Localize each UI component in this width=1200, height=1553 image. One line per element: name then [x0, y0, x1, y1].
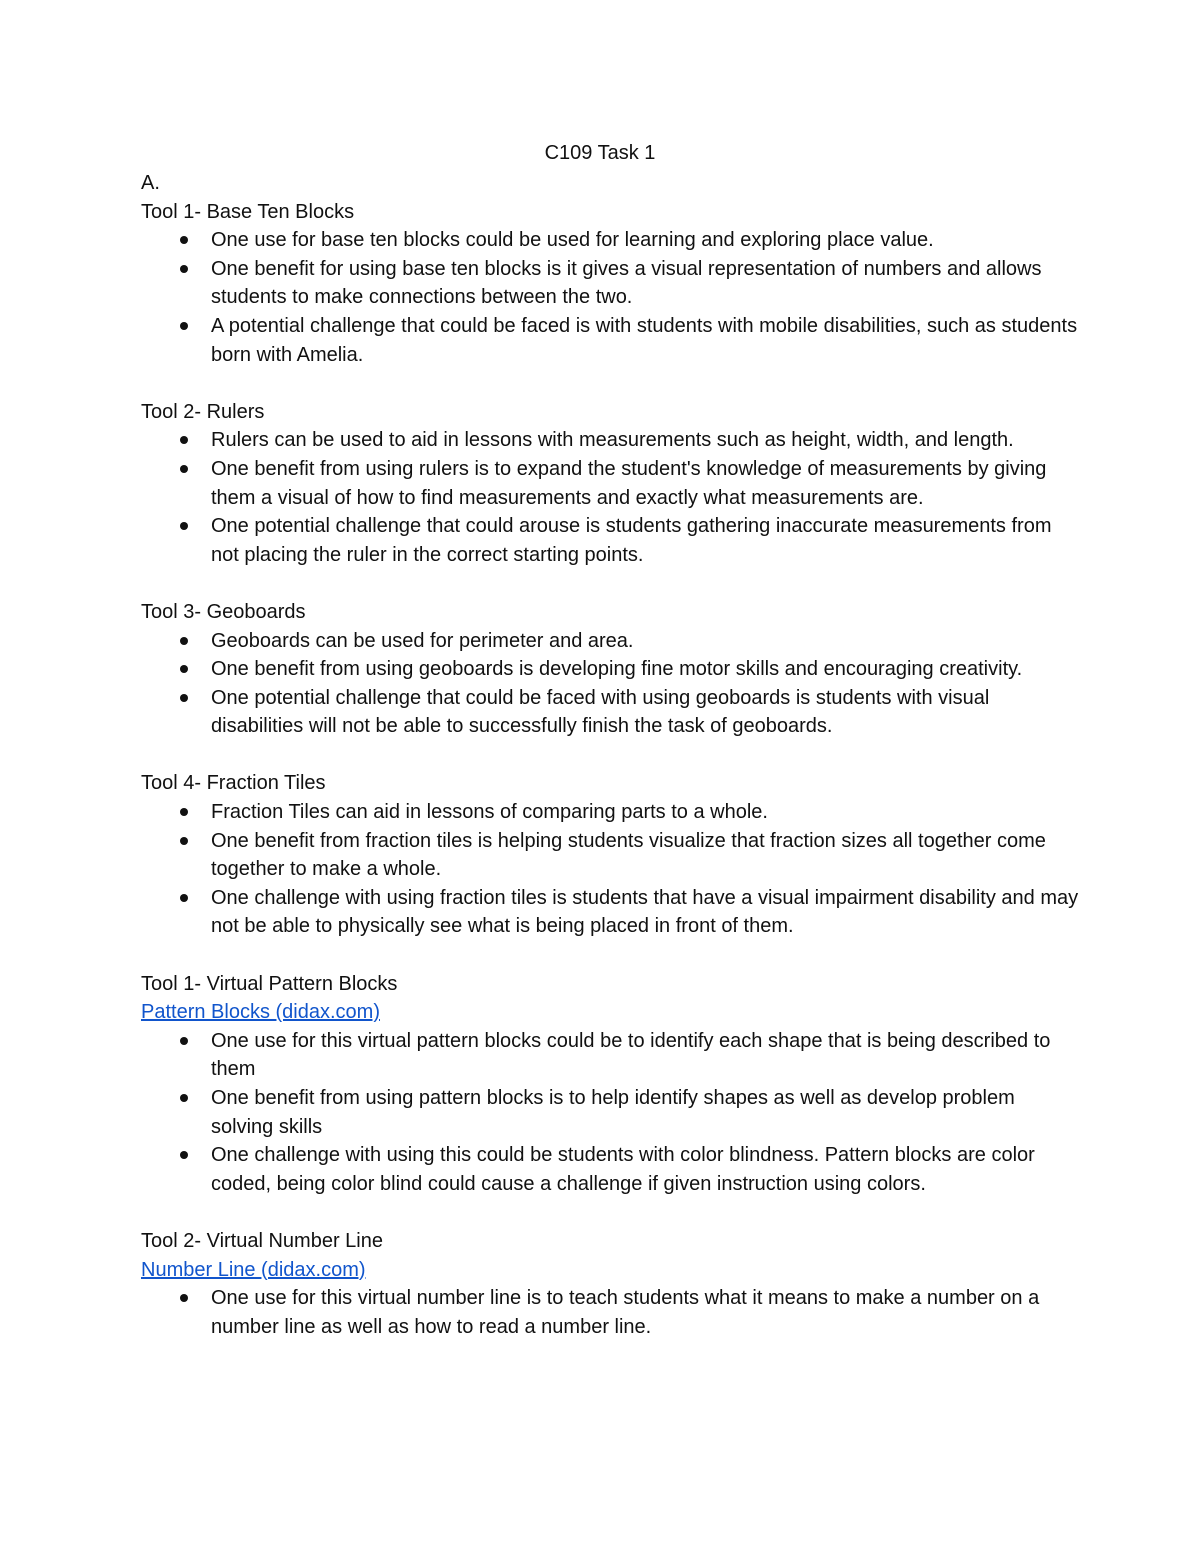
list-item	[141, 512, 1081, 569]
section-virtual-number-line	[141, 1227, 1081, 1341]
list-item-text: One challenge with using this could be students with color blindness. Pattern blocks are color coded, being color blind could cause a challenge if given instruction using colors.	[211, 1144, 1035, 1195]
list-item	[141, 1084, 1081, 1141]
bullet-icon	[180, 1294, 188, 1302]
bullet-list	[141, 226, 1081, 369]
list-item	[141, 655, 1081, 684]
section-heading: Tool 4- Fraction Tiles	[141, 772, 326, 795]
bullet-icon	[180, 1037, 188, 1045]
list-item	[141, 1141, 1081, 1198]
list-item-text: Rulers can be used to aid in lessons with measurements such as height, width, and length.	[211, 429, 1014, 452]
bullet-icon	[180, 1151, 188, 1159]
section-rulers	[141, 398, 1081, 570]
bullet-icon	[180, 522, 188, 530]
list-item-text: One benefit from fraction tiles is helping students visualize that fraction sizes all together come together to make a whole.	[211, 829, 1046, 881]
list-item-text: One benefit from using geoboards is developing fine motor skills and encouraging creativity.	[211, 658, 1023, 681]
list-item	[141, 226, 1081, 255]
bullet-icon	[180, 265, 188, 273]
bullet-icon	[180, 837, 188, 845]
bullet-icon	[180, 894, 188, 902]
bullet-icon	[180, 694, 188, 702]
list-item-text: Geoboards can be used for perimeter and area.	[211, 629, 634, 652]
list-item-text: One benefit for using base ten blocks is it gives a visual representation of numbers and allows students to make connections between the two.	[211, 257, 1042, 309]
list-item	[141, 1027, 1081, 1084]
list-item-text: One potential challenge that could be faced with using geoboards is students with visual disabilities will not be able to successfully finish the task of geoboards.	[211, 686, 990, 738]
list-item-text: One use for this virtual number line is to teach students what it means to make a number on a number line as well as how to read a number line.	[211, 1287, 1040, 1338]
list-item	[141, 312, 1081, 369]
section-heading: Tool 1- Virtual Pattern Blocks	[141, 972, 398, 995]
list-item	[141, 798, 1081, 827]
bullet-icon	[180, 1094, 188, 1102]
bullet-list	[141, 1027, 1081, 1199]
list-item	[141, 255, 1081, 312]
bullet-icon	[180, 436, 188, 444]
list-item	[141, 884, 1081, 941]
list-item-text: One benefit from using pattern blocks is to help identify shapes as well as develop problem solving skills	[211, 1087, 1015, 1138]
list-item-text: One use for base ten blocks could be used for learning and exploring place value.	[211, 229, 934, 252]
section-virtual-pattern-blocks	[141, 970, 1081, 1199]
pattern-blocks-link[interactable]: Pattern Blocks (didax.com)	[141, 1001, 380, 1024]
list-item-text: One challenge with using fraction tiles is students that have a visual impairment disability and may not be able to physically see what is being placed in front of them.	[211, 886, 1079, 938]
list-item-text: A potential challenge that could be faced is with students with mobile disabilities, such as students born with Amelia.	[211, 314, 1078, 366]
list-item	[141, 627, 1081, 656]
bullet-list	[141, 1284, 1081, 1341]
section-geoboards	[141, 598, 1081, 741]
list-item	[141, 684, 1081, 741]
list-item	[141, 827, 1081, 884]
bullet-list	[141, 798, 1081, 941]
list-item-text: One potential challenge that could arouse is students gathering inaccurate measurements from not placing the ruler in the correct starting points.	[211, 515, 1052, 566]
list-item-text: Fraction Tiles can aid in lessons of comparing parts to a whole.	[211, 801, 768, 824]
list-item	[141, 1284, 1081, 1341]
section-heading: Tool 2- Rulers	[141, 400, 265, 423]
list-item-text: One benefit from using rulers is to expand the student's knowledge of measurements by giving them a visual of how to find measurements and exactly what measurements are.	[211, 457, 1047, 509]
document-title: C109 Task 1	[544, 142, 656, 164]
bullet-icon	[180, 465, 188, 473]
list-item-text: One use for this virtual pattern blocks could be to identify each shape that is being described to them	[211, 1029, 1051, 1081]
bullet-icon	[180, 322, 188, 330]
bullet-icon	[180, 665, 188, 673]
list-item	[141, 455, 1081, 512]
document-body	[141, 169, 1081, 1341]
bullet-icon	[180, 808, 188, 816]
number-line-link[interactable]: Number Line (didax.com)	[141, 1258, 366, 1281]
bullet-icon	[180, 236, 188, 244]
section-heading: Tool 2- Virtual Number Line	[141, 1229, 383, 1252]
bullet-list	[141, 426, 1081, 569]
section-heading: Tool 3- Geoboards	[141, 600, 306, 623]
section-fraction-tiles	[141, 769, 1081, 941]
bullet-list	[141, 627, 1081, 741]
bullet-icon	[180, 637, 188, 645]
list-item	[141, 426, 1081, 455]
section-base-ten-blocks	[141, 198, 1081, 370]
section-heading: Tool 1- Base Ten Blocks	[141, 200, 355, 223]
part-label: A.	[141, 172, 160, 194]
